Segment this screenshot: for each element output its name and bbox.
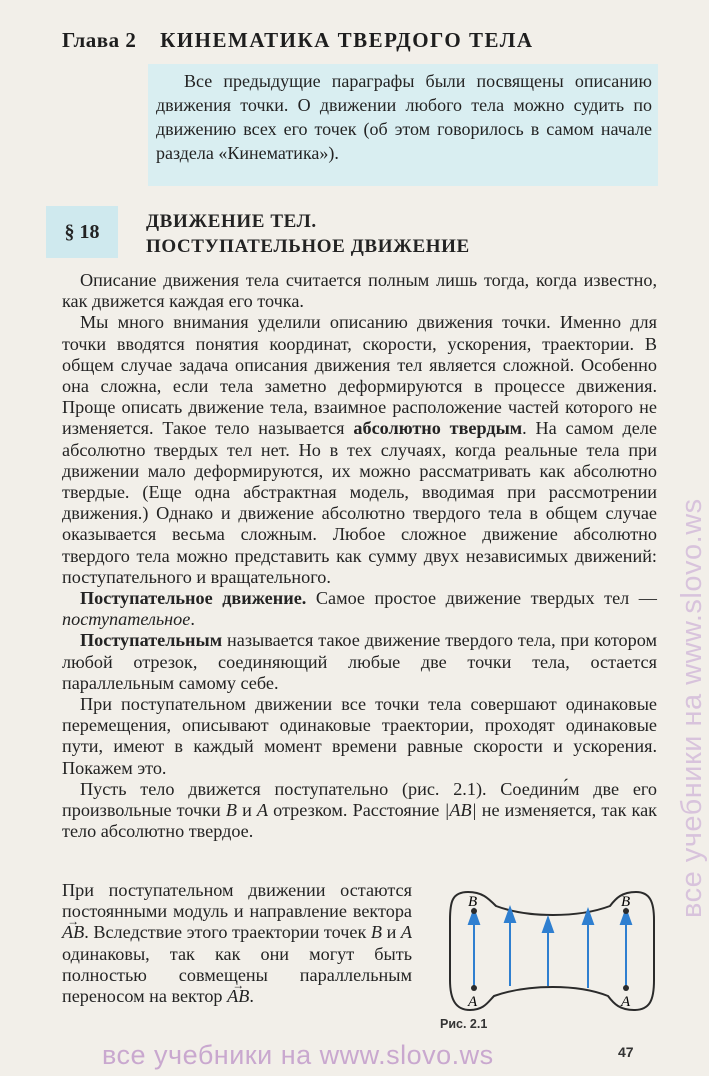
p6-text-b: и <box>236 800 257 821</box>
body2-text-d: одинаковы, так как они могут быть полностью совмещены параллельным переносом на вектор <box>62 943 412 1007</box>
paragraph-4 <box>62 630 657 694</box>
chapter-number: Глава 2 <box>62 28 137 52</box>
p4-text: называется такое движение твердого тела, при котором любой отрезок, соединяющий любые две точки тела, остается параллельным самому себе. <box>62 630 657 693</box>
p6-text-a: Пусть тело движется поступательно (рис. 2.1). Соедини́м две его произвольные точки <box>62 778 657 821</box>
section-number-badge <box>46 206 118 258</box>
label-a-left: A <box>468 994 478 1010</box>
figure-caption: Рис. 2.1 <box>440 1017 488 1031</box>
point-a-left-dot <box>471 985 477 991</box>
label-b-right: B <box>621 894 631 910</box>
intro-text: Все предыдущие параграфы были посвящены описанию движения точки. О движении любого тела можно судить по движению всех его точек (об этом говорилось в самом начале раздела «Кинематика»). <box>156 71 652 163</box>
body2-text-e: . <box>249 986 254 1007</box>
term-translational-motion-heading: Поступательное движение. <box>80 588 307 609</box>
point-b: B <box>225 800 237 821</box>
p6-text-d: не изменяется, так как тело абсолютно твердое. <box>62 800 657 842</box>
term-absolutely-rigid: абсолютно твердым <box>353 418 523 439</box>
point-a-right-dot <box>623 985 629 991</box>
chapter-title: КИНЕМАТИКА ТВЕРДОГО ТЕЛА <box>160 28 534 52</box>
point-b: B <box>370 922 382 943</box>
p3-end: . <box>190 609 195 630</box>
body2-text-b: . Вследствие этого траектории точек <box>84 922 371 943</box>
distance-ab: |AB| <box>444 800 477 821</box>
body2-text-a: При поступательном движении остаются постоянными модуль и направление вектора <box>62 880 412 922</box>
body-text-with-figure <box>62 880 412 1007</box>
paragraph-3 <box>62 588 657 630</box>
p2-text-b: . На самом деле абсолютно твердых тел нет. Но в тех случаях, когда реальные тела при движении мало деформируются, их можно рассматривать как абсолютно твердые. (Еще одна абстрактная модель, вводимая при рассмотрении движения.) Однако и движение абсолютно твердого тела в общем случае оказывается весьма сложным. Любое сложное движение абсолютно твердого тела можно представить как сумму двух независимых движений: поступательного и вращательного. <box>62 418 657 587</box>
watermark-side: все учебники на www.slovo.ws <box>676 498 708 918</box>
section-number: § 18 <box>64 220 100 243</box>
arrow-3-head <box>543 918 553 932</box>
chapter-intro <box>148 64 658 186</box>
paragraph-1: Описание движения тела считается полным лишь тогда, когда известно, как движется каждая его точка. <box>62 270 657 312</box>
paragraph-6 <box>62 779 657 843</box>
body-text <box>62 270 657 842</box>
section-title-line2: ПОСТУПАТЕЛЬНОЕ ДВИЖЕНИЕ <box>146 236 470 257</box>
figure-translational-body <box>438 880 666 1020</box>
label-b-left: B <box>468 894 478 910</box>
point-a: A <box>256 800 269 821</box>
section-title <box>146 209 626 259</box>
vector-ab: → AB <box>227 986 249 1006</box>
paragraph-2 <box>62 312 657 588</box>
section-title-line1: ДВИЖЕНИЕ ТЕЛ. <box>146 211 317 232</box>
label-a-right: A <box>621 994 631 1010</box>
point-a: A <box>400 922 412 943</box>
term-translational-italic: поступательное <box>62 609 191 630</box>
body2-text-c: и <box>382 922 401 943</box>
vector-ab: → AB <box>62 922 84 942</box>
page-number: 47 <box>618 1044 634 1060</box>
chapter-header <box>62 28 662 53</box>
p2-text-a: Мы много внимания уделили описанию движения точки. Именно для точки вводятся понятия координат, скорости, ускорения, траектории. В общем случае задача описания движения тел является сложной. Особенно она сложна, если тела заметно деформируются в процессе движения. Проще описать движение тела, взаимное расположение частей которого не изменяется. Такое тело называется <box>62 312 657 439</box>
paragraph-5: При поступательном движении все точки тела совершают одинаковые перемещения, описывают одинаковые траектории, проходят одинаковые пути, имеют в каждый момент времени равные скорости и ускорения. Покажем это. <box>62 694 657 778</box>
p6-text-c: отрезком. Расстояние <box>268 800 445 821</box>
term-translational: Поступательным <box>80 630 223 651</box>
p3-text-a: Самое простое движение твердых тел — <box>306 588 657 609</box>
watermark-bottom: все учебники на www.slovo.ws <box>102 1040 494 1070</box>
